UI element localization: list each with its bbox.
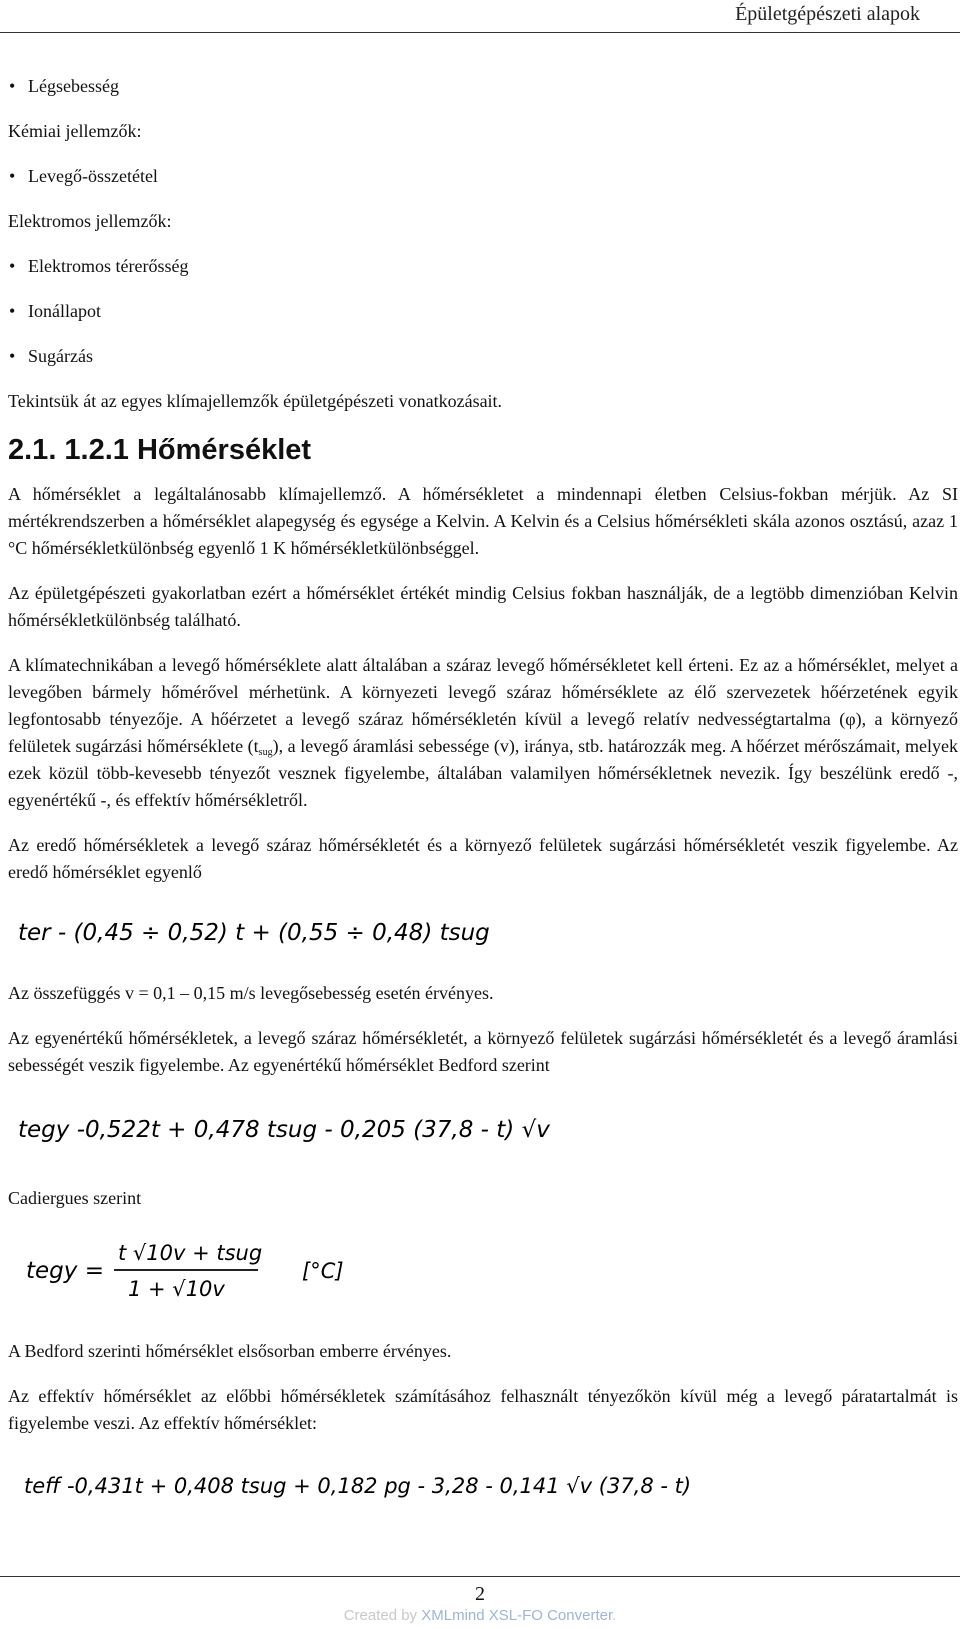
paragraph: Cadiergues szerint [8, 1188, 142, 1208]
formula-effective-temperature [8, 1455, 958, 1525]
intro-paragraph: Tekintsük át az egyes klímajellemzők épületgépészeti vonatkozásait. [8, 391, 503, 411]
running-title: Épületgépészeti alapok [735, 3, 920, 25]
list-item: • Légsebesség [8, 73, 958, 100]
paragraph: Az összefüggés v = 0,1 – 0,15 m/s levegősebesség esetén érvényes. [8, 983, 494, 1003]
generator-credit [0, 1607, 960, 1624]
formula-text: teff -0,431t + 0,408 tsug + 0,182 pg - 3,28 - 0,141 √v (37,8 - t) [24, 1474, 692, 1498]
paragraph-text: A klímatechnikában a levegő hőmérséklete alatt általában a száraz levegő hőmérsékletet kell érteni. Ez az a hőmérséklet, melyet a levegőben bármely hőmérővel mérhetünk. A környezeti levegő száraz hőmérséklete az élő szervezetek hőérzetének egyik legfontosabb tényezője. A hőérzetet a levegő száraz hőmérsékletén kívül a levegő relatív nedvességtartalma (φ), a környező felületek sugárzási hőmérséklete (t [8, 655, 958, 756]
credit-brand: XMLmind XSL-FO Converter [421, 1607, 613, 1624]
page-number: 2 [475, 1583, 485, 1605]
list-item: • Elektromos térerősség [8, 253, 958, 280]
formula-denominator: 1 + √10v [128, 1277, 225, 1301]
electrical-properties-label: Elektromos jellemzők: [8, 211, 172, 231]
page-footer [0, 1576, 960, 1624]
formula-text: tegy -0,522t + 0,478 tsug - 0,205 (37,8 - t) √v [18, 1117, 550, 1143]
formula-unit: [°C] [302, 1259, 344, 1283]
paragraph: A hőmérséklet a legáltalánosabb klímajellemző. A hőmérsékletet a mindennapi életben Celsius-fokban mérjük. Az SI mértékrendszerben a hőmérséklet alapegység és egysége a Kelvin. A Kelvin és a Celsius hőmérsékleti skála azonos osztású, azaz 1 °C hőmérsékletkülönbség egyenlő 1 K hőmérsékletkülönbséggel. [8, 484, 958, 558]
formula-image [18, 1097, 550, 1153]
formula-cadiergues [8, 1230, 958, 1320]
formula-image [18, 1455, 692, 1515]
paragraph-text: ), a levegő áramlási sebessége (v), iránya, stb. határozzák meg. A hőérzet mérőszámait, melyek ezek közül több-kevesebb tényezőt vesznek figyelembe, általában valamilyen hőmérsékletnek nevezik. Így beszélünk eredő -, egyenértékű -, és effektív hőmérsékletről. [8, 736, 958, 810]
paragraph [8, 652, 958, 814]
paragraph: Az eredő hőmérsékletek a levegő száraz hőmérsékletét és a környező felületek sugárzási hőmérsékletét veszik figyelembe. Az eredő hőmérséklet egyenlő [8, 835, 958, 882]
formula-resultant-temperature [8, 904, 958, 962]
paragraph: A Bedford szerinti hőmérséklet elsősorban emberre érvényes. [8, 1341, 452, 1361]
paragraph: Az effektív hőmérséklet az előbbi hőmérsékletek számításához felhasznált tényezőkön kívül még a levegő páratartalmát is figyelembe veszi. Az effektív hőmérséklet: [8, 1386, 958, 1433]
paragraph: Az egyenértékű hőmérsékletek, a levegő száraz hőmérsékletét, a környező felületek sugárzási hőmérsékletét és a levegő áramlási sebességét veszik figyelembe. Az egyenértékű hőmérséklet Bedford szerint [8, 1028, 958, 1075]
formula-lhs: tegy = [26, 1258, 104, 1284]
list-item: • Levegő-összetétel [8, 163, 958, 190]
formula-numerator: t √10v + tsug [118, 1241, 263, 1265]
section-heading: 2.1. 1.2.1 Hőmérséklet [8, 434, 312, 466]
page-header [0, 0, 960, 33]
subscript: sug [258, 747, 273, 758]
paragraph: Az épületgépészeti gyakorlatban ezért a hőmérséklet értékét mindig Celsius fokban használják, de a legtöbb dimenzióban Kelvin hőmérsékletkülönbség található. [8, 583, 958, 630]
credit-suffix: . [612, 1607, 617, 1624]
formula-text: ter - (0,45 ÷ 0,52) t + (0,55 ÷ 0,48) tsug [18, 920, 490, 946]
chemical-properties-label: Kémiai jellemzők: [8, 121, 142, 141]
list-item: • Sugárzás [8, 343, 958, 370]
formula-image [18, 1230, 438, 1314]
list-item: • Ionállapot [8, 298, 958, 325]
formula-bedford [8, 1097, 958, 1167]
page-content [8, 73, 958, 1543]
credit-prefix: Created by [343, 1607, 422, 1624]
formula-image [18, 904, 490, 956]
